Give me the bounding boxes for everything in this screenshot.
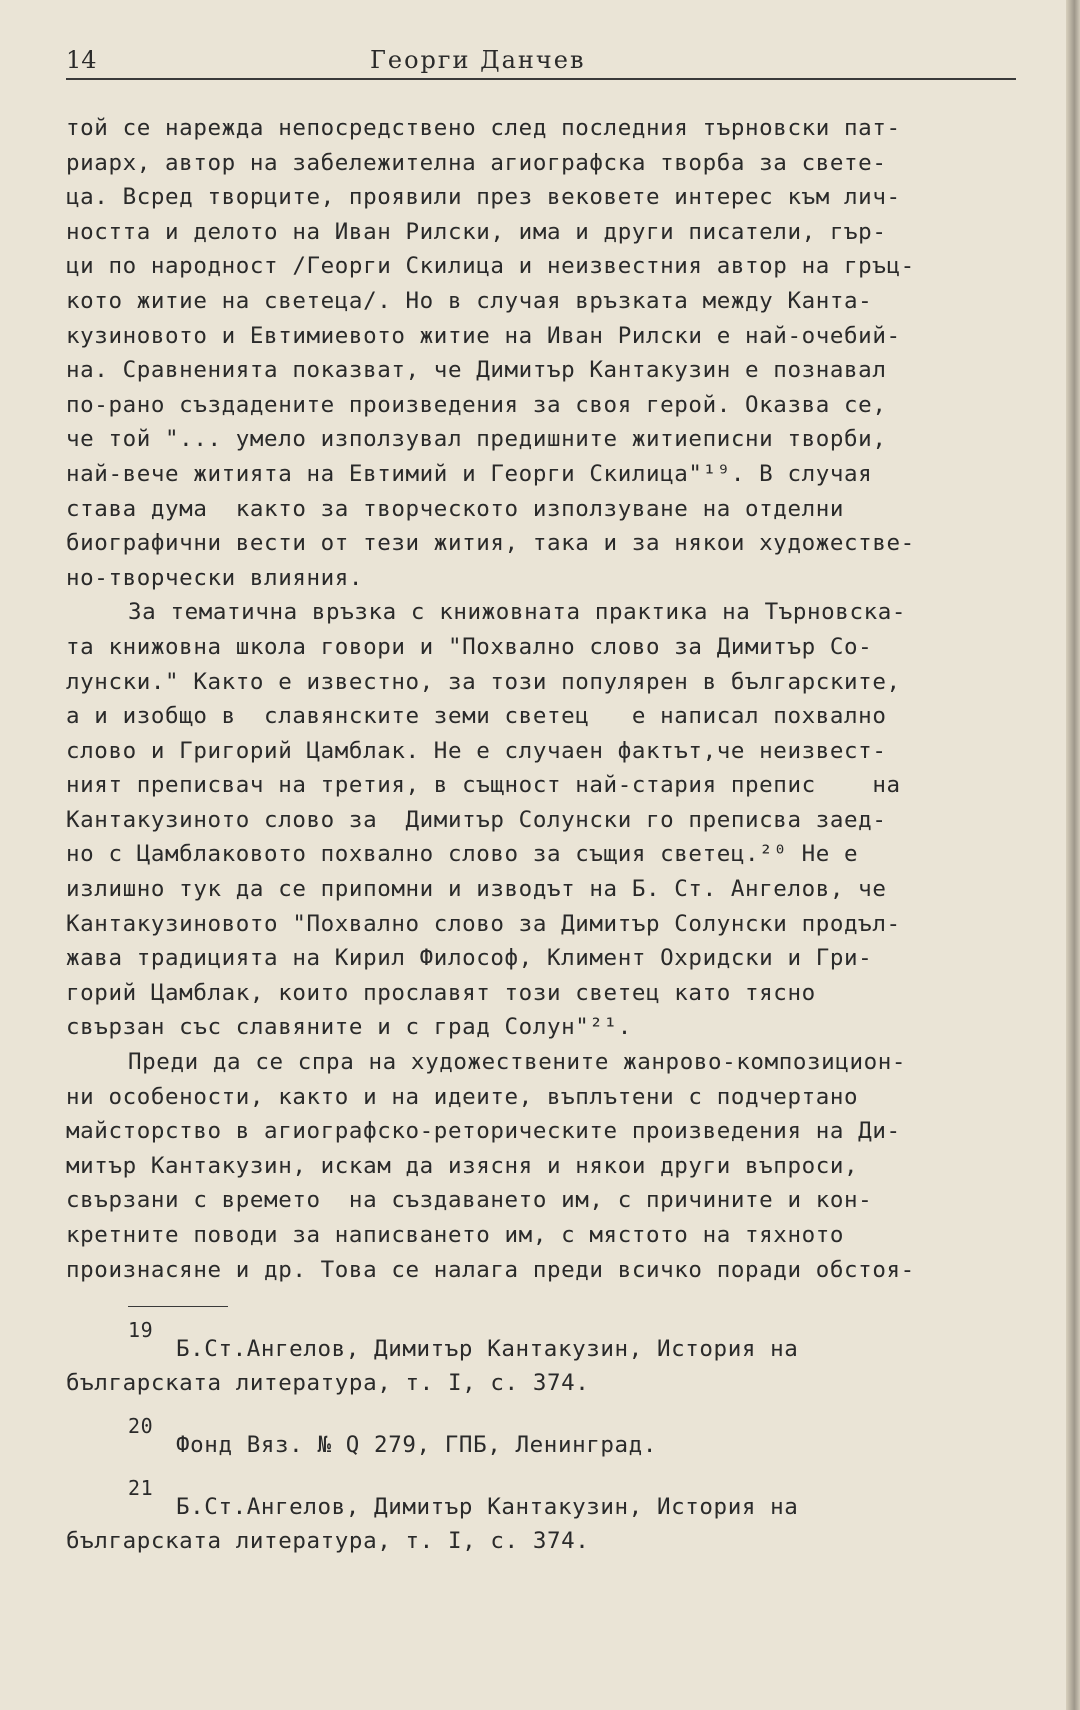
text-line: та книжовна школа говори и "Похвално слово за Димитър Со- bbox=[66, 633, 873, 660]
text-line: ни особености, както и на идеите, въплътени с подчертано bbox=[66, 1083, 859, 1110]
footnote-marker: 20 bbox=[128, 1414, 154, 1438]
footnotes bbox=[66, 1318, 1038, 1572]
text-line: става дума както за творческото използуване на отделни bbox=[66, 495, 845, 522]
text-line: Преди да се спра на художествените жанрово-композицион- bbox=[128, 1049, 907, 1076]
text-line: лунски." Както е известно, за този популярен в българските, bbox=[66, 668, 901, 695]
footnote-20 bbox=[66, 1414, 1038, 1462]
footnote-rule bbox=[128, 1306, 228, 1307]
text-line: биографични вести от тези жития, така и за някои художестве- bbox=[66, 530, 915, 557]
text-line: свързани с времето на създаването им, с причините и кон- bbox=[66, 1187, 873, 1214]
text-line: жава традицията на Кирил Философ, Климент Охридски и Гри- bbox=[66, 945, 873, 972]
text-line: а и изобщо в славянските земи светец е написал похвално bbox=[66, 703, 887, 730]
text-line: риарх, автор на забележителна агиографска творба за свете- bbox=[66, 149, 887, 176]
text-line: ца. Всред творците, проявили през вековете интерес към лич- bbox=[66, 184, 901, 211]
text-line: свързан със славяните и с град Солун"²¹. bbox=[66, 1014, 632, 1041]
footnote-line: Б.Ст.Ангелов, Димитър Кантакузин, История на bbox=[176, 1494, 799, 1520]
text-line: но с Цамблаковото похвално слово за същия светец.²⁰ Не е bbox=[66, 841, 859, 868]
footnote-marker: 19 bbox=[128, 1318, 154, 1342]
footnote-marker: 21 bbox=[128, 1476, 154, 1500]
text-line: ци по народност /Георги Скилица и неизвестния автор на гръц- bbox=[66, 253, 915, 280]
text-line: произнасяне и др. Това се налага преди всичко поради обстоя- bbox=[66, 1256, 915, 1283]
footnote-21 bbox=[66, 1476, 1038, 1558]
text-line: но-творчески влияния. bbox=[66, 564, 364, 591]
page-edge bbox=[1066, 0, 1080, 1710]
text-line: горий Цамблак, които прославят този светец като тясно bbox=[66, 979, 816, 1006]
footnote-line: българската литература, т. I, с. 374. bbox=[66, 1528, 590, 1554]
text-line: ният преписвач на третия, в същност най-стария препис на bbox=[66, 772, 901, 799]
text-line: митър Кантакузин, искам да изясня и някои други въпроси, bbox=[66, 1152, 859, 1179]
footnote-line: Б.Ст.Ангелов, Димитър Кантакузин, История на bbox=[176, 1336, 799, 1362]
text-line: ността и делото на Иван Рилски, има и други писатели, гър- bbox=[66, 218, 887, 245]
text-line: Кантакузиновото "Похвално слово за Димитър Солунски продъл- bbox=[66, 910, 901, 937]
text-line: За тематична връзка с книжовната практика на Търновска- bbox=[128, 599, 907, 626]
footnote-line: Фонд Вяз. № Q 279, ГПБ, Ленинград. bbox=[176, 1432, 657, 1458]
body-text bbox=[66, 111, 1038, 1287]
text-line: на. Сравненията показват, че Димитър Кантакузин е познавал bbox=[66, 357, 887, 384]
text-line: кузиновото и Евтимиевото житие на Иван Рилски е най-очебий- bbox=[66, 322, 901, 349]
text-line: по-рано създадените произведения за своя герой. Оказва се, bbox=[66, 391, 887, 418]
footnote-19 bbox=[66, 1318, 1038, 1400]
text-line: кото житие на светеца/. Но в случая връзката между Канта- bbox=[66, 287, 873, 314]
page-header bbox=[66, 44, 1016, 80]
text-line: майсторство в агиографско-реторическите произведения на Ди- bbox=[66, 1118, 901, 1145]
running-head: Георги Данчев bbox=[370, 46, 586, 74]
text-line: слово и Григорий Цамблак. Не е случаен фактът,че неизвест- bbox=[66, 737, 887, 764]
text-line: че той "... умело използувал предишните житиеписни творби, bbox=[66, 426, 887, 453]
text-line: най-вече житията на Евтимий и Георги Скилица"¹⁹. В случая bbox=[66, 460, 873, 487]
text-line: той се нарежда непосредствено след последния търновски пат- bbox=[66, 115, 901, 141]
page-number: 14 bbox=[66, 46, 97, 74]
text-line: излишно тук да се припомни и изводът на Б. Ст. Ангелов, че bbox=[66, 876, 887, 903]
text-line: кретните поводи за написването им, с мястото на тяхното bbox=[66, 1222, 845, 1248]
text-line: Кантакузиното слово за Димитър Солунски го преписва заед- bbox=[66, 806, 887, 833]
footnote-line: българската литература, т. I, с. 374. bbox=[66, 1370, 590, 1396]
